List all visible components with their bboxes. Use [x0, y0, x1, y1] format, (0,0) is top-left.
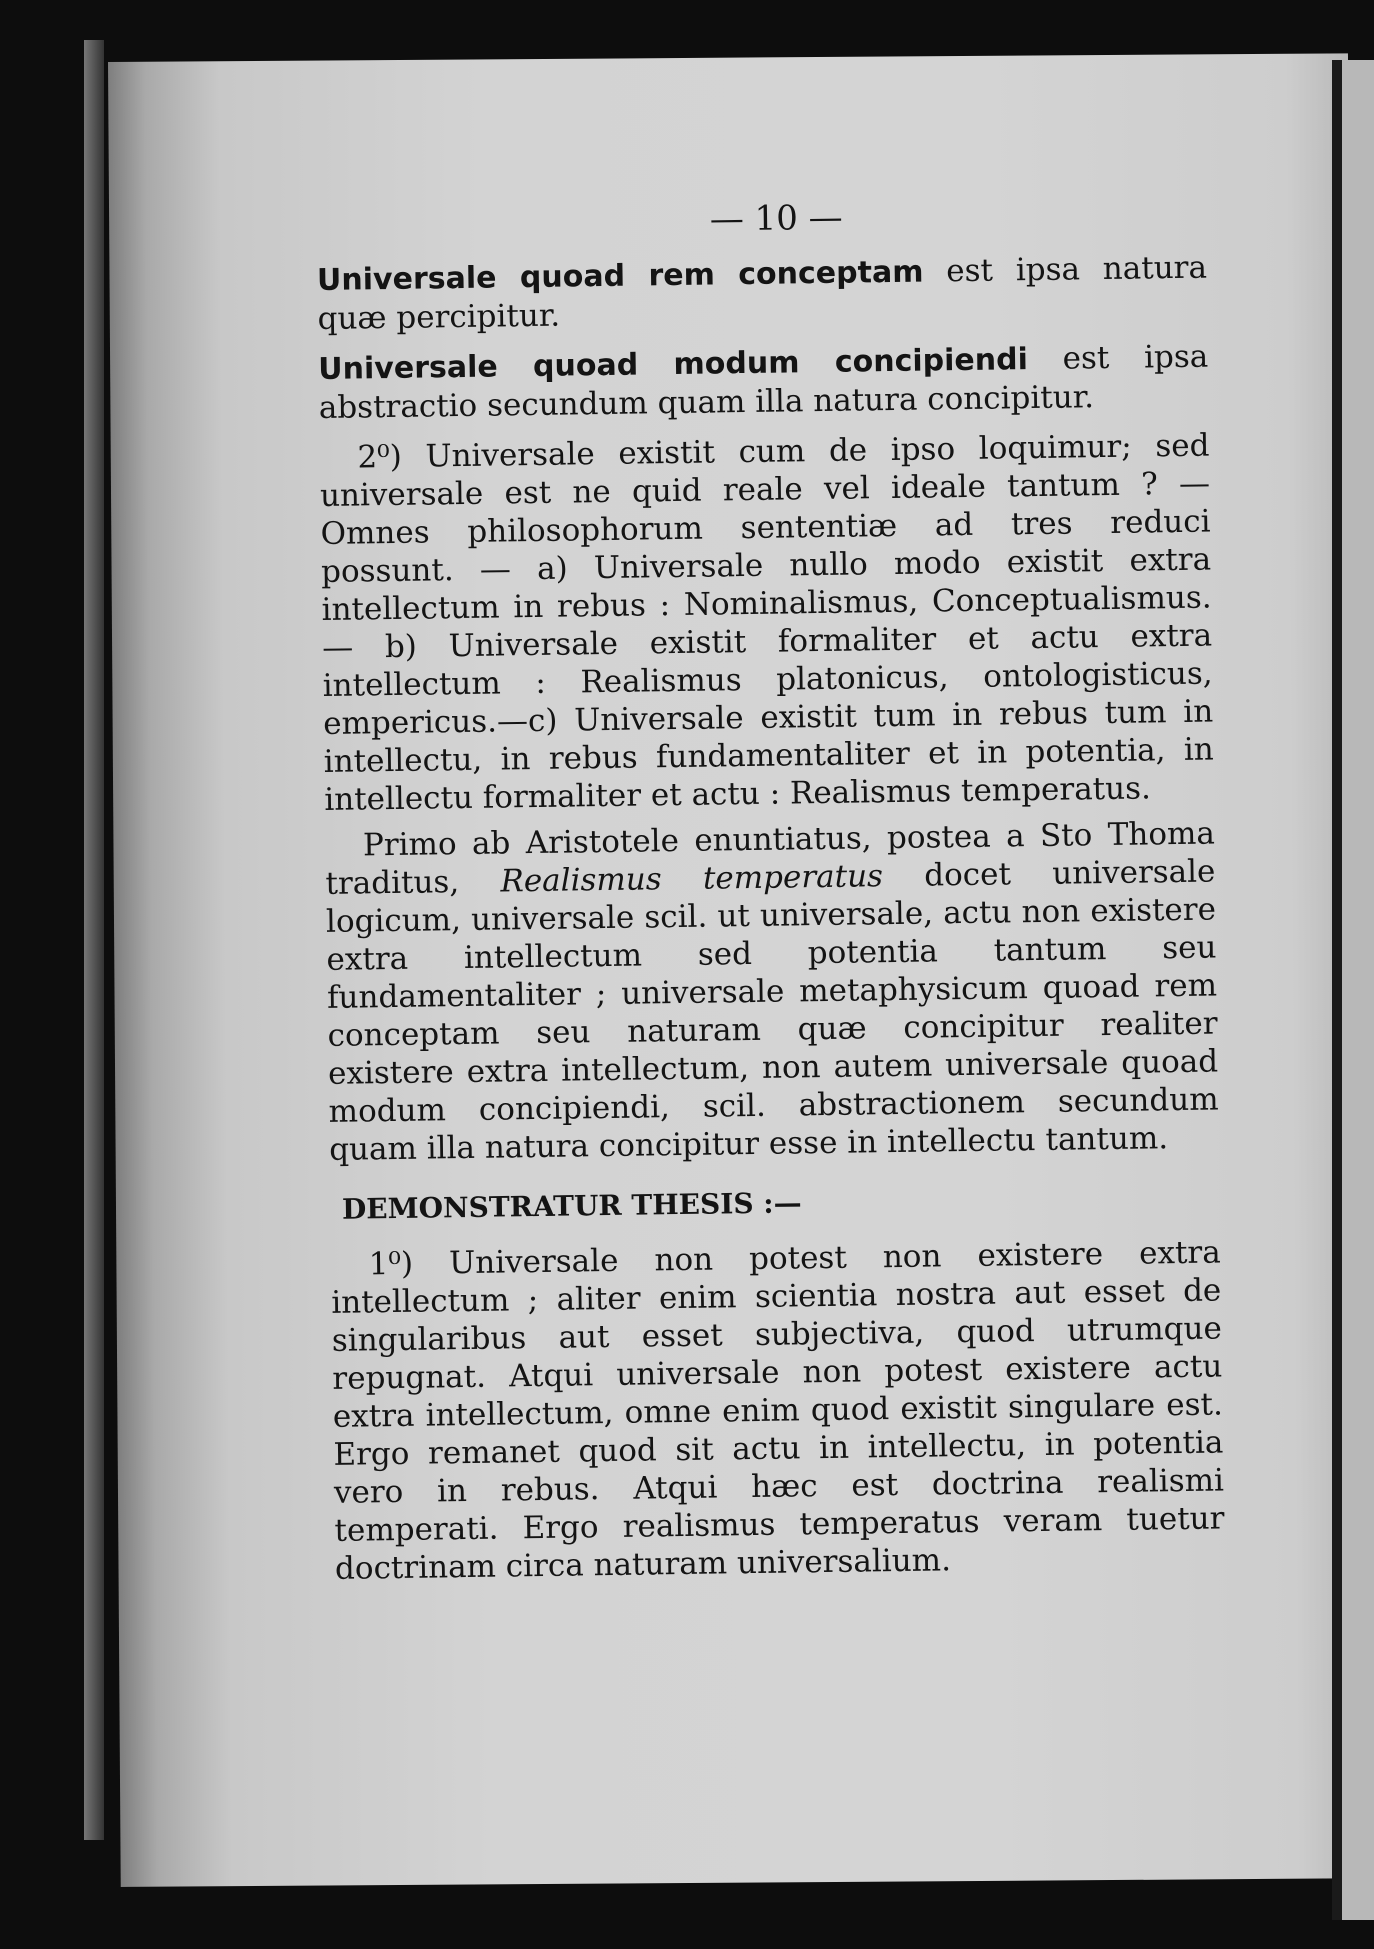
definition-text: est ipsa abstractio secundum quam illa natura concipitur. [318, 338, 1209, 426]
definition-term: Universale quoad rem conceptam [316, 254, 924, 298]
section-heading: DEMONSTRATUR THESIS :— [341, 1186, 802, 1226]
paragraph-body: docet universale logicum, universale scil. ut universale, actu non existere extra intellectum sed potentia tantum seu fundamentaliter ; universale metaphysicum quoad rem conceptam seu naturam quæ concipitur realiter existere extra intellectum, non autem universale quoad modum concipiendi, scil. abstractionem secundum quam illa natura concipitur esse in intellectu tantum. [325, 853, 1219, 1168]
page-text [316, 193, 1225, 1588]
definition-modum-concipiendi [318, 338, 1209, 427]
definition-term: Universale quoad modum concipiendi [318, 342, 1029, 387]
paragraph-existence: 2⁰) Universale existit cum de ipso loquimur; sed universale est ne quid reale vel ideale tantum ? —Omnes philosophorum sententiæ ad tres reduci possunt. — a) Universale nullo modo existit extra intellectum in rebus : Nominalismus, Conceptualismus.— b) Universale existit formaliter et actu extra intellectum : Realismus platonicus, ontologisticus, empericus.—c) Universale existit tum in rebus tum in intellectu, in rebus fundamentaliter et in potentia, in intellectu formaliter et actu : Realismus temperatus. [319, 427, 1214, 818]
definition-text: est ipsa natura quæ percipitur. [317, 249, 1208, 337]
facing-page-edge [1342, 60, 1374, 1920]
definition-rem-conceptam [317, 249, 1208, 338]
page-number: — 10 — [709, 197, 843, 240]
paragraph-realismus-temperatus [325, 815, 1220, 1169]
realismus-temperatus-term: Realismus temperatus [500, 858, 884, 900]
paragraph-demonstration: 1⁰) Universale non potest non existere extra intellectum ; aliter enim scientia nostra aut esset de singularibus aut esset subjectiva, quod utrumque repugnat. Atqui universale non potest existere actu extra intellectum, omne enim quod existit singulare est. Ergo remanet quod sit actu in intellectu, in potentia vero in rebus. Atqui hæc est doctrina realismi temperati. Ergo realismus temperatus veram tuetur doctrinam circa naturam universalium. [331, 1234, 1225, 1587]
book-spine-shadow [84, 40, 104, 1840]
paragraph-lead: Primo ab Aristotele enuntiatus, postea a Sto Thoma traditus, [325, 815, 1216, 902]
page-gutter [1332, 60, 1342, 1920]
